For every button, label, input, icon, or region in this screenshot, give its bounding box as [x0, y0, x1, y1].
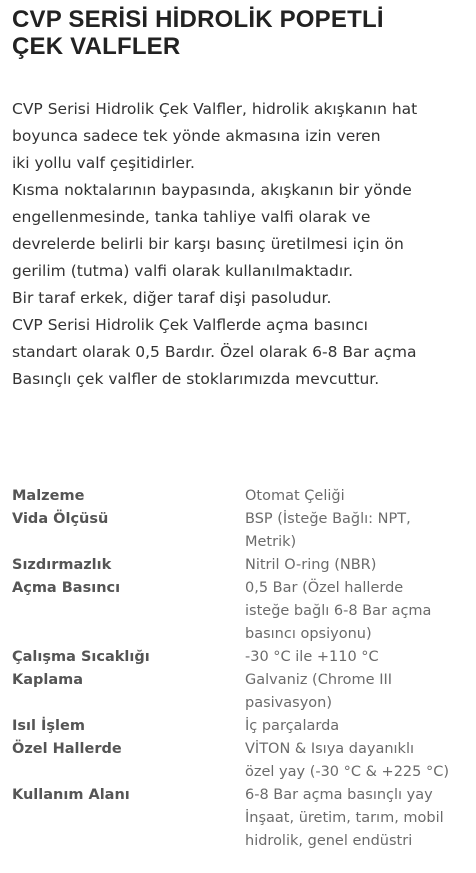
- spec-value: [245, 738, 464, 784]
- spec-value: [245, 669, 464, 715]
- page-title-line-2: ÇEK VALFLER: [12, 33, 181, 60]
- spec-row-kaplama: [12, 669, 464, 715]
- spec-value-line: basıncı opsiyonu): [245, 626, 372, 642]
- spec-label: Malzeme: [12, 488, 85, 504]
- spec-value-line: 0,5 Bar (Özel hallerde: [245, 580, 404, 596]
- spec-value: [245, 508, 464, 554]
- spec-label: Vida Ölçüsü: [12, 511, 109, 527]
- description-line: CVP Serisi Hidrolik Çek Valfler, hidrolik akışkanın hat: [12, 100, 418, 118]
- spec-row-malzeme: [12, 485, 464, 508]
- spec-label: Kullanım Alanı: [12, 787, 130, 803]
- description-line: CVP Serisi Hidrolik Çek Valflerde açma basıncı: [12, 316, 368, 334]
- spec-value-line: -30 °C ile +110 °C: [245, 649, 379, 665]
- product-page: [12, 0, 464, 849]
- spec-label: Kaplama: [12, 672, 84, 688]
- spec-value-line: Metrik): [245, 534, 297, 550]
- spec-value-line: VİTON & Isıya dayanıklı: [245, 741, 415, 757]
- spec-value-line: Nitril O-ring (NBR): [245, 557, 377, 573]
- spec-value: [245, 577, 464, 646]
- spec-row-isil-islem: [12, 715, 464, 738]
- description-line: engellenmesinde, tanka tahliye valfi olarak ve: [12, 208, 371, 226]
- spec-row-calisma-sicakligi: [12, 646, 464, 669]
- spec-value-line: İnşaat, üretim, tarım, mobil: [245, 810, 444, 826]
- spec-label: Isıl İşlem: [12, 718, 85, 734]
- spec-label: Çalışma Sıcaklığı: [12, 649, 150, 665]
- spec-row-ozel-hallerde: [12, 738, 464, 784]
- spec-value: [245, 784, 464, 853]
- spec-value-line: özel yay (-30 °C & +225 °C): [245, 764, 450, 780]
- spec-value: [245, 554, 464, 577]
- description-line: Kısma noktalarının baypasında, akışkanın bir yönde: [12, 181, 412, 199]
- spec-value-line: Galvaniz (Chrome III: [245, 672, 393, 688]
- spec-label: Sızdırmazlık: [12, 557, 112, 573]
- spec-value-line: 6-8 Bar açma basınçlı yay: [245, 787, 433, 803]
- product-description: [12, 96, 464, 393]
- description-line: iki yollu valf çeşitidirler.: [12, 154, 195, 172]
- spec-table: [12, 485, 464, 853]
- spec-value-line: İç parçalarda: [245, 718, 340, 734]
- description-line: Bir taraf erkek, diğer taraf dişi pasoludur.: [12, 289, 332, 307]
- spec-value: [245, 715, 464, 738]
- description-line: gerilim (tutma) valfi olarak kullanılmaktadır.: [12, 262, 354, 280]
- spec-row-acma-basinci: [12, 577, 464, 646]
- description-line: Basınçlı çek valfler de stoklarımızda mevcuttur.: [12, 370, 380, 388]
- spec-row-kullanim-alani: [12, 784, 464, 853]
- description-line: devrelerde belirli bir karşı basınç üretilmesi için ön: [12, 235, 404, 253]
- spec-value-line: Otomat Çeliği: [245, 488, 345, 504]
- spec-value: [245, 646, 464, 669]
- spec-value-line: pasivasyon): [245, 695, 332, 711]
- description-line: boyunca sadece tek yönde akmasına izin veren: [12, 127, 381, 145]
- spec-label: Özel Hallerde: [12, 741, 122, 757]
- spec-value: [245, 485, 464, 508]
- spec-value-line: hidrolik, genel endüstri: [245, 833, 413, 849]
- description-line: standart olarak 0,5 Bardır. Özel olarak 6-8 Bar açma: [12, 343, 417, 361]
- spec-value-line: BSP (İsteğe Bağlı: NPT,: [245, 511, 411, 527]
- page-title: [12, 0, 464, 60]
- spec-row-vida-olcusu: [12, 508, 464, 554]
- spec-row-sizdirmazlik: [12, 554, 464, 577]
- spec-label: Açma Basıncı: [12, 580, 121, 596]
- spec-value-line: isteğe bağlı 6-8 Bar açma: [245, 603, 432, 619]
- page-title-line-1: CVP SERİSİ HİDROLİK POPETLİ: [12, 6, 384, 33]
